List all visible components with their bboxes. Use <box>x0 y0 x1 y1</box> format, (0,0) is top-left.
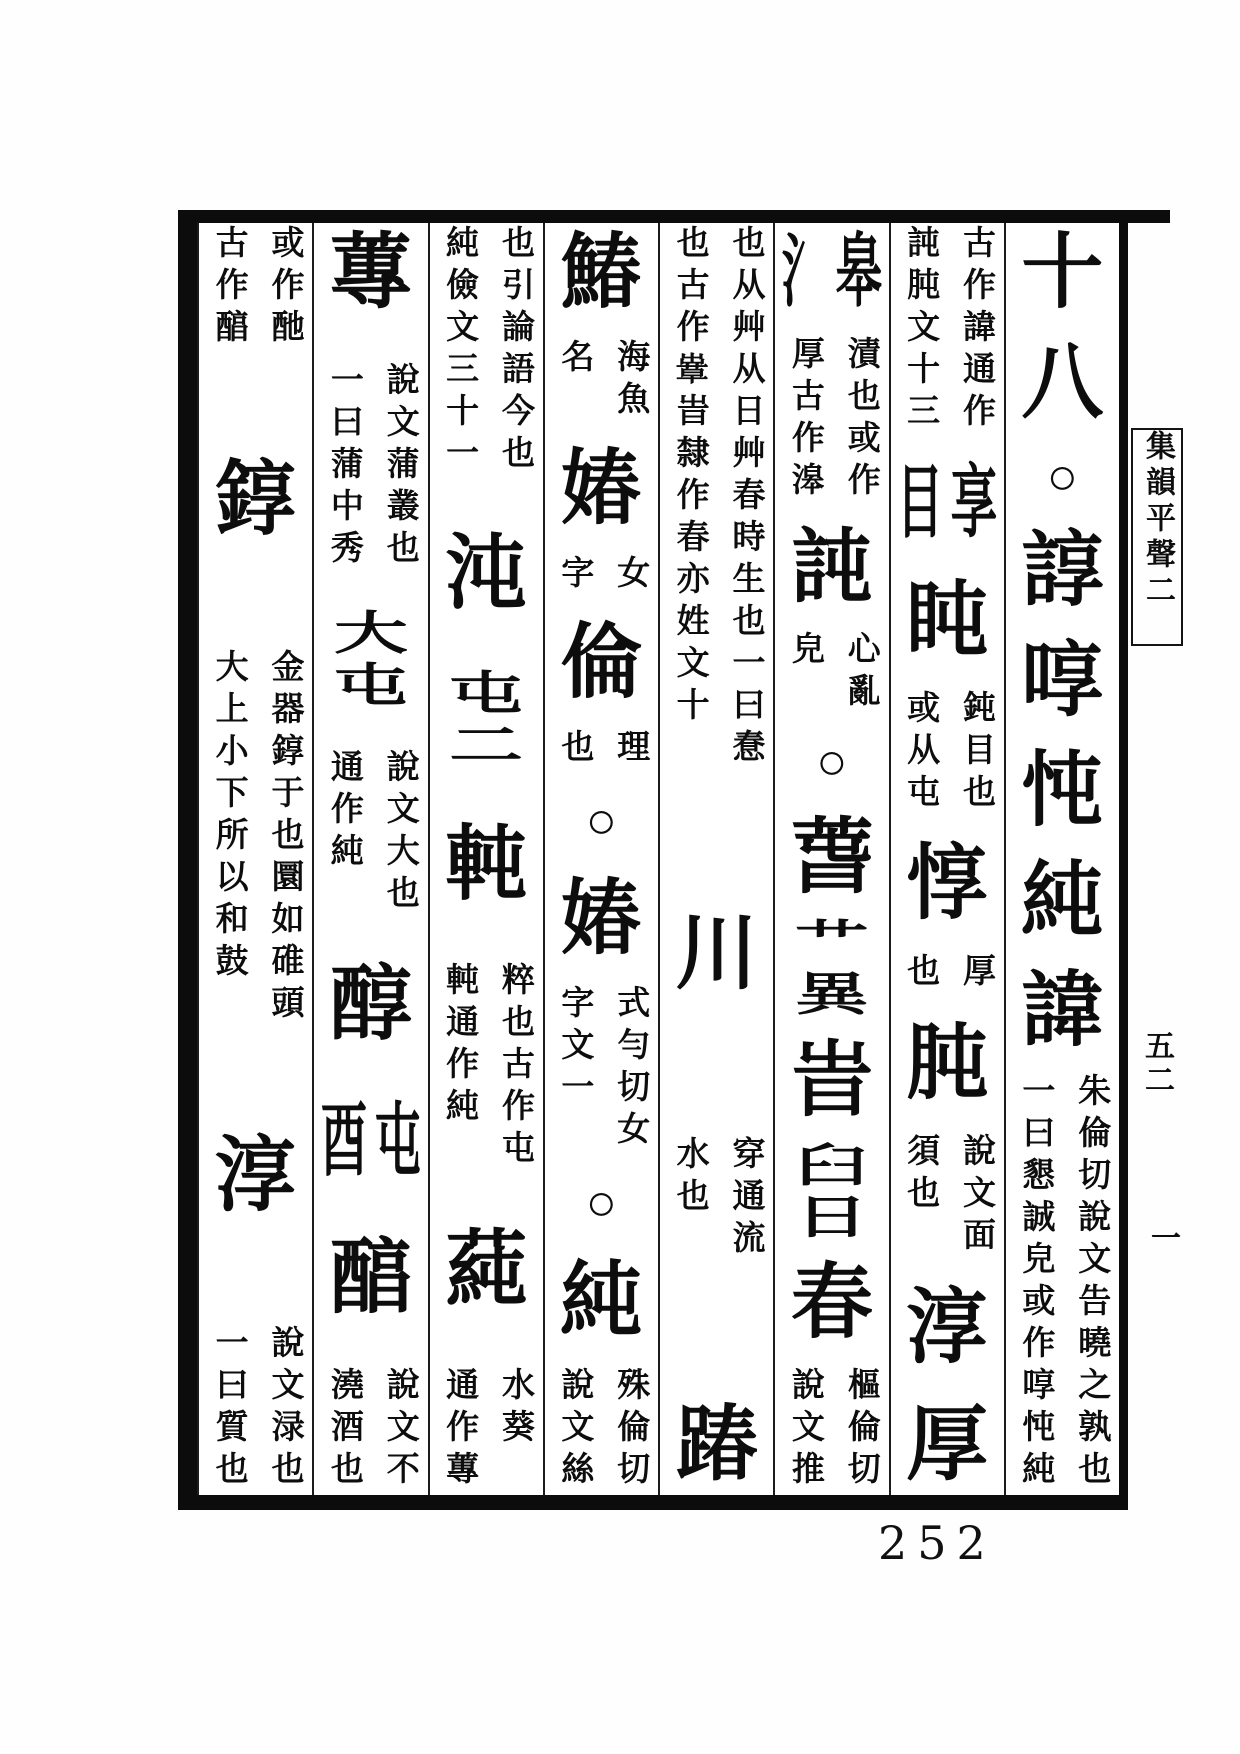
annotation-left-subcolumn: 大上小下所以和鼓 <box>210 649 247 985</box>
column-8 <box>197 223 312 1495</box>
annotation-left-subcolumn: 也 <box>556 729 593 771</box>
headword-char: 忳 <box>1021 744 1104 836</box>
annotation-right-subcolumn: 說文大也 <box>381 748 418 917</box>
annotation-left-subcolumn: 也古作𦸶旹隸作春亦姓文十 <box>671 225 708 729</box>
folio-title-box <box>1131 428 1183 646</box>
annotation-left-subcolumn: 通作純 <box>325 748 362 875</box>
composed-part: 酉 <box>320 1097 368 1186</box>
page-number: 252 <box>878 1516 996 1570</box>
headword-char: 惇 <box>906 838 989 930</box>
annotation-left-subcolumn: 水也 <box>671 1136 708 1221</box>
headword-char: 踳 <box>675 1398 758 1490</box>
composed-part: 享 <box>950 459 998 548</box>
headword-char: 十 <box>1021 226 1104 318</box>
annotation-right-subcolumn: 或作酏 <box>266 225 303 351</box>
annotation-left-subcolumn: 一曰懇誠皃或作啍忳純 <box>1017 1073 1054 1493</box>
composed-part: 臼 <box>794 1140 869 1192</box>
annotation-right-subcolumn: 朱倫切說文告曉之孰也 <box>1073 1073 1110 1493</box>
annotation <box>545 555 658 597</box>
annotation-left-subcolumn: 說文絲 <box>556 1367 593 1493</box>
annotation-right-subcolumn: 粹也古作屯 <box>496 962 533 1173</box>
headword-char: 鰆 <box>560 226 643 318</box>
annotation <box>314 362 427 572</box>
annotation <box>775 1367 888 1493</box>
headword-char: 春 <box>790 1257 873 1349</box>
annotation-left-subcolumn: 通作蓴 <box>441 1366 478 1493</box>
annotation <box>199 649 312 1027</box>
annotation-right-subcolumn: 說文面 <box>957 1133 994 1260</box>
headword-char-composed <box>775 917 888 1021</box>
composed-part: 皋 <box>835 229 883 317</box>
headword-char: 肫 <box>906 1018 989 1110</box>
headword-char: 川 <box>675 907 758 999</box>
folio-leaf-mark: 五二 <box>1140 1030 1173 1098</box>
annotation-right-subcolumn: 心亂 <box>842 631 879 716</box>
columns-container <box>197 223 1119 1495</box>
headword-char: 蒓 <box>445 1223 528 1315</box>
composed-part: 異 <box>794 969 869 1021</box>
annotation-right-subcolumn: 漬也或作 <box>842 336 879 505</box>
annotation-left-subcolumn: 說文推 <box>786 1366 823 1493</box>
annotation <box>430 1367 543 1493</box>
column-2 <box>889 223 1004 1495</box>
annotation-left-subcolumn: 澆酒也 <box>325 1366 362 1493</box>
annotation-right-subcolumn: 殊倫切 <box>612 1367 649 1493</box>
annotation-left-subcolumn: 字 <box>556 555 593 597</box>
headword-char: 醕 <box>329 1232 412 1324</box>
composed-part: 氵 <box>781 229 829 317</box>
annotation <box>775 336 888 504</box>
annotation <box>545 985 658 1153</box>
rhyme-circle-separator: ○ <box>1046 448 1079 506</box>
headword-char: 錞 <box>214 453 297 545</box>
rhyme-circle-separator: ○ <box>585 1174 618 1232</box>
annotation-left-subcolumn: 皃 <box>786 631 823 674</box>
composed-part: 屯 <box>333 660 408 712</box>
headword-char: 八 <box>1021 336 1104 428</box>
annotation <box>430 225 543 477</box>
composed-part: 屯 <box>374 1097 422 1186</box>
text-frame <box>178 210 1128 1510</box>
annotation-left-subcolumn: 厚古作滜 <box>786 336 823 505</box>
headword-char: 淳 <box>214 1129 297 1221</box>
annotation-right-subcolumn: 說文渌也 <box>266 1325 303 1493</box>
annotation <box>314 749 427 917</box>
annotation <box>430 962 543 1172</box>
headword-char: 諱 <box>1021 964 1104 1056</box>
column-1 <box>1004 223 1119 1495</box>
annotation-left-subcolumn: 須也 <box>902 1133 939 1218</box>
headword-char: 純 <box>560 1254 643 1346</box>
headword-char-composed <box>775 225 888 321</box>
annotation-left-subcolumn: 訰肫文十三 <box>902 225 939 435</box>
headword-char-composed <box>775 1140 888 1244</box>
annotation-left-subcolumn: 古作醕 <box>210 225 247 351</box>
headword-char: 倫 <box>560 616 643 708</box>
annotation <box>199 1325 312 1493</box>
headword-char-composed <box>430 668 543 772</box>
annotation <box>775 631 888 715</box>
annotation-right-subcolumn: 說文蒲叢也 <box>381 361 418 572</box>
annotation-right-subcolumn: 理 <box>612 729 649 771</box>
headword-char: 啍 <box>1021 634 1104 726</box>
annotation <box>545 1367 658 1493</box>
headword-char: 萅 <box>790 811 873 903</box>
composed-part: 日 <box>794 1192 869 1244</box>
composed-part: 二 <box>449 720 524 772</box>
annotation-right-subcolumn: 水葵 <box>496 1366 533 1451</box>
column-7 <box>312 223 427 1495</box>
headword-char: 旹 <box>790 1034 873 1126</box>
annotation-right-subcolumn: 說文不 <box>381 1366 418 1493</box>
annotation-left-subcolumn: 純儉文三十一 <box>441 225 478 477</box>
headword-char: 諄 <box>1021 524 1104 616</box>
annotation <box>545 339 658 423</box>
headword-char: 軘 <box>445 818 528 910</box>
composed-part: 大 <box>333 608 408 660</box>
composed-part: 艹 <box>794 917 869 969</box>
annotation <box>660 225 773 771</box>
annotation-left-subcolumn: 也 <box>902 953 939 996</box>
annotation-right-subcolumn: 鈍目也 <box>957 689 994 816</box>
headword-char: 醇 <box>329 959 412 1051</box>
composed-part: 目 <box>896 459 944 548</box>
headword-char-composed <box>891 456 1004 552</box>
annotation-right-subcolumn: 式勻切女 <box>612 985 649 1153</box>
headword-char: 沌 <box>445 528 528 620</box>
annotation-right-subcolumn: 古作諱通作 <box>957 225 994 435</box>
rhyme-circle-separator: ○ <box>816 734 848 792</box>
annotation-right-subcolumn: 也引論語今也 <box>496 225 533 477</box>
column-4 <box>658 223 773 1495</box>
annotation-right-subcolumn: 女 <box>612 555 649 597</box>
headword-char-composed <box>314 1094 427 1190</box>
annotation <box>891 953 1004 995</box>
top-border-stub <box>1128 210 1170 223</box>
composed-part: 屯 <box>449 668 524 720</box>
headword-char-composed <box>314 608 427 712</box>
headword-char: 厚 <box>906 1398 989 1490</box>
annotation <box>891 690 1004 816</box>
headword-char: 淳 <box>906 1281 989 1373</box>
rhyme-circle-separator: ○ <box>585 792 618 850</box>
annotation-right-subcolumn: 穿通流 <box>727 1136 764 1263</box>
headword-char: 媋 <box>560 442 643 534</box>
column-6 <box>428 223 543 1495</box>
headword-char: 蓴 <box>329 226 412 318</box>
annotation-left-subcolumn: 名 <box>556 339 593 381</box>
annotation-left-subcolumn: 一曰質也 <box>210 1325 247 1493</box>
column-5 <box>543 223 658 1495</box>
annotation-right-subcolumn: 厚 <box>957 953 994 996</box>
annotation <box>1006 1073 1119 1493</box>
folio-leaf-mark-2: 一 <box>1146 1222 1179 1256</box>
annotation-right-subcolumn: 金器錞于也圜如碓頭 <box>266 649 303 1027</box>
headword-char: 媋 <box>560 872 643 964</box>
annotation <box>660 1136 773 1262</box>
annotation-right-subcolumn: 也从艸从日艸春時生也一曰惷 <box>727 225 764 771</box>
annotation <box>891 225 1004 435</box>
annotation-right-subcolumn: 樞倫切 <box>842 1366 879 1493</box>
annotation <box>199 225 312 351</box>
column-3 <box>773 223 888 1495</box>
annotation <box>314 1367 427 1493</box>
annotation-left-subcolumn: 軘通作純 <box>441 962 478 1131</box>
annotation-left-subcolumn: 字文一 <box>556 985 593 1111</box>
annotation-left-subcolumn: 或从屯 <box>902 689 939 816</box>
headword-char: 純 <box>1021 854 1104 946</box>
annotation-left-subcolumn: 一曰蒲中秀 <box>325 361 362 572</box>
annotation <box>545 729 658 771</box>
annotation <box>891 1133 1004 1259</box>
headword-char: 盹 <box>906 574 989 666</box>
annotation-right-subcolumn: 海魚 <box>612 339 649 423</box>
headword-char: 訰 <box>790 521 873 613</box>
folio-title: 集韻平聲二 <box>1141 430 1174 610</box>
